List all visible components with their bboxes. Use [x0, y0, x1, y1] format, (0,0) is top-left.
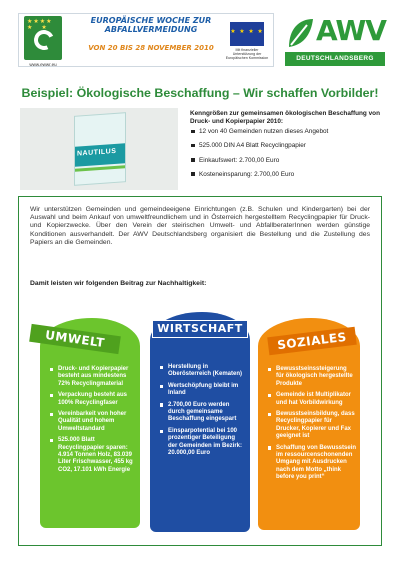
awv-logo-text: AWV — [316, 14, 386, 47]
week-date: VON 20 BIS 28 NOVEMBER 2010 — [88, 44, 214, 52]
eu-funding-note: Mit finanzieller Unterstützung der Europäischen Kommission — [225, 48, 269, 60]
pillar-umwelt-label: UMWELT — [29, 324, 121, 354]
page-title: Beispiel: Ökologische Beschaffung – Wir schaffen Vorbilder! — [21, 86, 379, 100]
recycling-swoosh-icon — [31, 27, 57, 53]
pillar-soziales-label: SOZIALES — [267, 327, 357, 356]
list-item: Vereinbarkeit von hoher Qualität und hohem Umweltstandard — [50, 411, 134, 433]
list-item: Druck- und Kopierpapier besteht aus mindestens 72% Recyclingmaterial — [50, 366, 134, 388]
pillar-wirtschaft-list — [160, 364, 244, 461]
list-item: 525.000 Blatt Recyclingpapier sparen: 4.914 Tonnen Holz, 83.039 Liter Frischwasser, 455 kg CO2, 17.101 kWh Energie — [50, 437, 134, 474]
facts-list — [190, 128, 390, 185]
ewwr-url[interactable]: www.ewwr.eu — [29, 62, 57, 67]
product-photo — [20, 108, 178, 190]
awv-leaf-icon — [285, 17, 315, 51]
pillar-soziales-list — [268, 366, 356, 486]
list-item: Kosteneinsparung: 2.700,00 Euro — [190, 171, 390, 179]
ewwr-logo-icon — [24, 16, 62, 60]
awv-region-bar: DEUTSCHLANDSBERG — [285, 52, 385, 66]
week-title: EUROPÄISCHE WOCHE ZUR ABFALLVERMEIDUNG — [90, 16, 212, 34]
eu-flag-icon: ★ ★ ★ ★ — [230, 22, 264, 46]
list-item: Schaffung von Bewusstsein im ressourcenschonenden Umgang mit Ausdrucken nach dem Motto „think before you print“ — [268, 445, 356, 482]
facts-title: Kenngrößen zur gemeinsamen ökologischen Beschaffung von Druck- und Kopierpapier 2010: — [190, 110, 380, 125]
list-item: 12 von 40 Gemeinden nutzen dieses Angebot — [190, 128, 390, 136]
paper-ream-icon — [74, 112, 126, 186]
list-item: 525.000 DIN A4 Blatt Recyclingpapier — [190, 142, 390, 150]
list-item: Einsparpotential bei 100 prozentiger Beteiligung der Gemeinden im Bezirk: 20.000,00 Euro — [160, 428, 244, 458]
list-item: Einkaufswert: 2.700,00 Euro — [190, 157, 390, 165]
list-item: Wertschöpfung bleibt im Inland — [160, 383, 244, 398]
intro-paragraph: Wir unterstützen Gemeinden und gemeindeeigene Einrichtungen (z.B. Schulen und Kindergarten) bei der Auswahl und beim Ankauf von umweltfreundlichem und in Österreich hergestelltem Recyclingpapier für Druck- und Kopierzwecke. Über den Verein der steirischen Umwelt- und AbfallberaterInnen werden günstige Konditionen ausverhandelt. Der AWV Deutschlandsberg organisiert die Bestellung und die Zustellung des Papiers an die Gemeinden. — [30, 206, 370, 246]
eu-stars-icon: ★★★★ ★ ★ — [27, 19, 53, 31]
list-item: Gemeinde ist Multiplikator und hat Vorbildwirkung — [268, 392, 356, 407]
pillar-wirtschaft-label: WIRTSCHAFT — [152, 320, 248, 338]
list-item: Bewusstseinssteigerung für ökologisch hergestellte Produkte — [268, 366, 356, 388]
contribution-title: Damit leisten wir folgenden Beitrag zur Nachhaltigkeit: — [30, 280, 207, 287]
pillar-wirtschaft — [150, 312, 250, 532]
list-item: Bewusstseinsbildung, dass Recyclingpapier für Drucker, Kopierer und Fax geeignet ist — [268, 411, 356, 441]
list-item: 2.700,00 Euro werden durch gemeinsame Beschaffung eingespart — [160, 402, 244, 424]
list-item: Verpackung besteht aus 100% Recyclingfaser — [50, 392, 134, 407]
product-brand: NAUTILUS — [77, 147, 117, 158]
header — [0, 0, 400, 80]
pillar-umwelt-list — [50, 366, 134, 478]
list-item: Herstellung in Oberösterreich (Kematen) — [160, 364, 244, 379]
